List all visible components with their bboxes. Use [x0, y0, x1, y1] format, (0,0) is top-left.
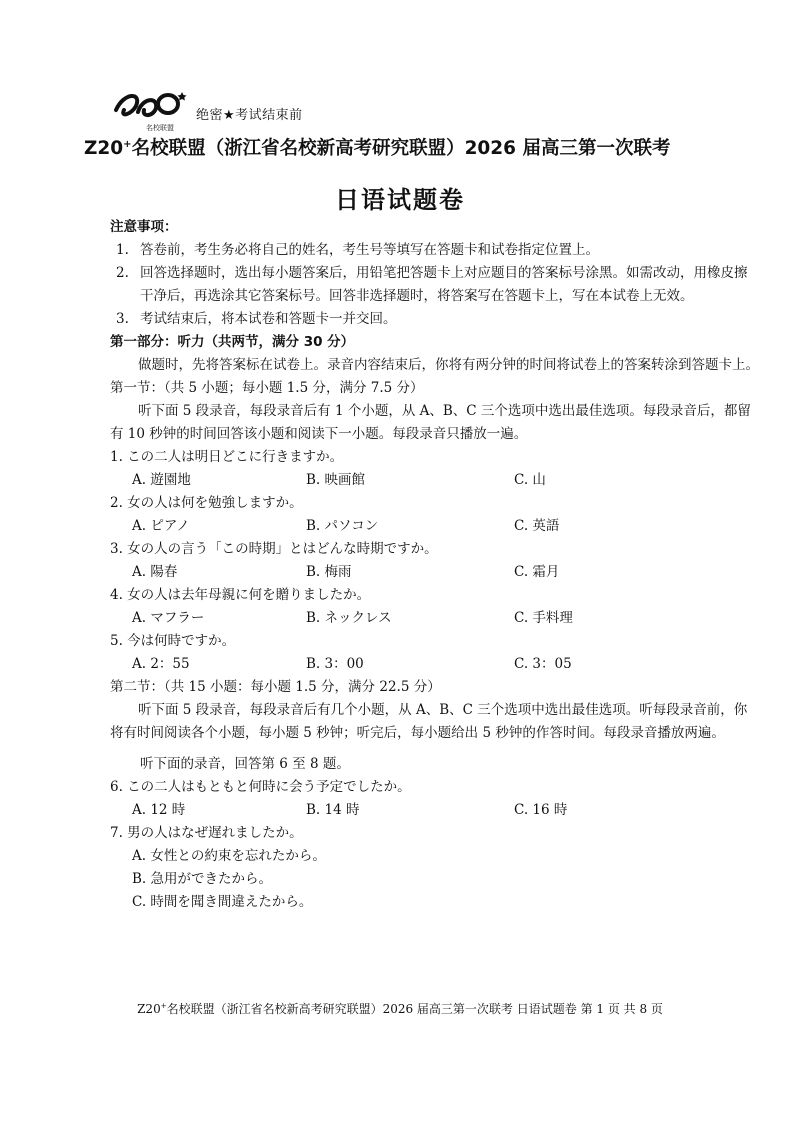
option-c: C. 時間を聞き間違えたから。 — [132, 894, 313, 910]
option-b: B. 急用ができたから。 — [132, 871, 273, 887]
section2-sub-intro: 听下面的录音，回答第 6 至 8 题。 — [140, 756, 350, 772]
option-c: C. 16 時 — [514, 802, 568, 818]
question-text: 5. 今は何時ですか。 — [110, 633, 236, 649]
notice-num: 1. — [116, 242, 129, 258]
notice-item — [110, 308, 760, 331]
option-a: A. 2：55 — [132, 656, 190, 672]
option-a: A. 12 時 — [132, 802, 186, 818]
question-text: 1. この二人は明日どこに行きますか。 — [110, 449, 344, 465]
part1-intro: 做题时，先将答案标在试卷上。录音内容结束后，你将有两分钟的时间将试卷上的答案转涂到答题卡上。 — [138, 357, 759, 373]
z20-logo-icon — [112, 88, 192, 134]
question-text: 6. この二人はもともと何時に会う予定でしたか。 — [110, 779, 411, 795]
notice-text: 回答选择题时，选出每小题答案后，用铅笔把答题卡上对应题目的答案标号涂黑。如需改动，用橡皮擦干净后，再选涂其它答案标号。回答非选择题时，将答案写在答题卡上，写在本试卷上无效。 — [140, 265, 748, 304]
footer-z20: Z20 — [137, 1002, 161, 1016]
exam-header-title — [84, 134, 764, 160]
union-logo — [112, 88, 192, 134]
option-a: A. 女性との約束を忘れたから。 — [132, 848, 326, 864]
option-a: A. 遊園地 — [132, 472, 191, 488]
notice-text: 答卷前，考生务必将自己的姓名，考生号等填写在答题卡和试卷指定位置上。 — [140, 242, 599, 258]
question-options — [110, 607, 760, 630]
question-text: 7. 男の人はなぜ遅れましたか。 — [110, 825, 303, 841]
notice-heading: 注意事项： — [110, 219, 178, 235]
option-c: C. 霜月 — [514, 564, 560, 580]
footer-plus: + — [160, 1002, 167, 1010]
option-c: C. 手料理 — [514, 610, 573, 626]
question-options — [110, 799, 760, 822]
exam-paper-title: 日语试题卷 — [335, 186, 465, 214]
question-options — [110, 653, 760, 676]
section1-intro: 听下面 5 段录音，每段录音后有 1 个小题，从 A、B、C 三个选项中选出最佳选项。每段录音后，都留有 10 秒钟的时间回答该小题和阅读下一小题。每段录音只播放一遍。 — [110, 403, 751, 442]
question-text: 2. 女の人は何を勉強しますか。 — [110, 495, 303, 511]
option-c: C. 3：05 — [514, 656, 572, 672]
option-c: C. 英語 — [514, 518, 560, 534]
notice-item — [110, 262, 760, 308]
notice-text: 考试结束后，将本试卷和答题卡一并交回。 — [140, 311, 397, 327]
section1-heading: 第一节：（共 5 小题；每小题 1.5 分，满分 7.5 分） — [110, 380, 424, 396]
option-c: C. 山 — [514, 472, 546, 488]
option-b: B. 3：00 — [306, 656, 364, 672]
spacer — [110, 745, 760, 753]
exam-content — [110, 216, 760, 914]
option-b: B. パソコン — [306, 518, 379, 534]
footer-text: 名校联盟（浙江省名校新高考研究联盟）2026 届高三第一次联考 日语试题卷 第 1 页 共 8 页 — [166, 1002, 663, 1016]
option-a: A. ピアノ — [132, 518, 190, 534]
question-text: 4. 女の人は去年母親に何を贈りましたか。 — [110, 587, 371, 603]
notice-item — [110, 239, 760, 262]
notice-num: 3. — [116, 311, 129, 327]
section2-heading: 第二节：（共 15 小题：每小题 1.5 分，满分 22.5 分） — [110, 679, 441, 695]
option-b: B. 14 時 — [306, 802, 360, 818]
part1-heading: 第一部分：听力（共两节，满分 30 分） — [110, 334, 355, 350]
question-options — [110, 515, 760, 538]
title-plus: + — [123, 138, 132, 150]
option-b: B. 映画館 — [306, 472, 366, 488]
option-a: A. マフラー — [132, 610, 205, 626]
title-z20: Z20 — [84, 138, 124, 159]
notice-num: 2. — [116, 265, 129, 281]
question-options — [110, 469, 760, 492]
confidential-label: 绝密★考试结束前 — [196, 108, 303, 123]
title-rest: 名校联盟（浙江省名校新高考研究联盟）2026 届高三第一次联考 — [131, 138, 671, 159]
page-footer — [0, 1000, 800, 1017]
logo-text: 名校联盟 — [146, 124, 174, 132]
option-a: A. 陽春 — [132, 564, 178, 580]
question-text: 3. 女の人の言う「この時期」とはどんな時期ですか。 — [110, 541, 438, 557]
option-b: B. 梅雨 — [306, 564, 352, 580]
option-b: B. ネックレス — [306, 610, 392, 626]
question-options — [110, 561, 760, 584]
section2-intro: 听下面 5 段录音，每段录音后有几个小题，从 A、B、C 三个选项中选出最佳选项。听每段录音前，你将有时间阅读各个小题，每小题 5 秒钟；听完后，每小题给出 5 秒钟的作答时间。每段录音播放两遍。 — [110, 702, 748, 741]
